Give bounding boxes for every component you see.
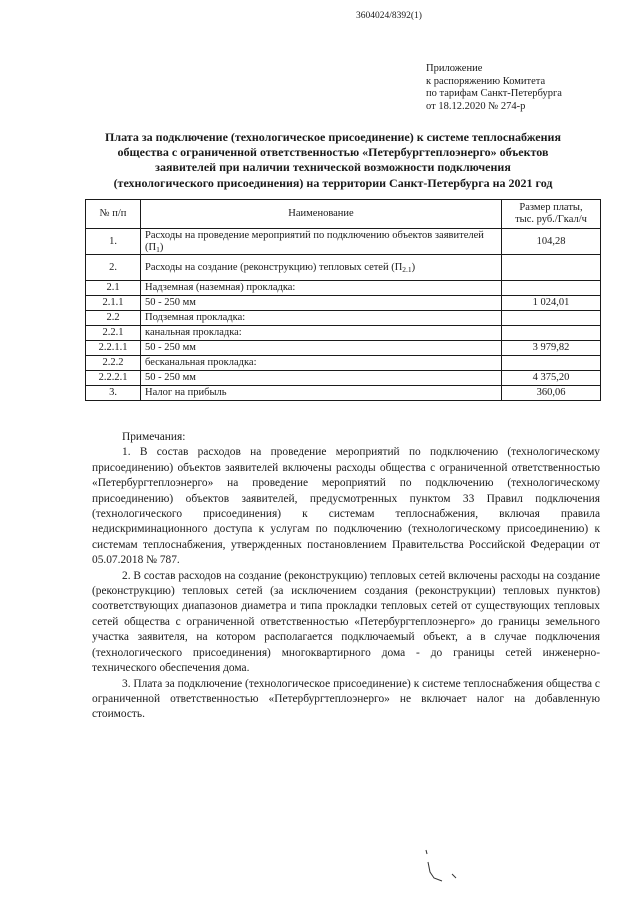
row-num: 1. — [86, 229, 141, 255]
appendix-line: к распоряжению Комитета — [426, 75, 546, 87]
table-row — [86, 311, 601, 326]
row-num: 2.2.2.1 — [86, 371, 141, 386]
row-name-sub: 2.1 — [402, 264, 412, 274]
row-name-text: Расходы на проведение мероприятий по подключению объектов заявителей (П — [145, 229, 484, 253]
page-title — [80, 130, 586, 191]
row-name-tail: ) — [411, 261, 416, 273]
note-item: 1. В состав расходов на проведение мероприятий по подключению (технологическому присоединению) объектов заявителей включены расходы общества с ограниченной ответственностью «Петербургтеплоэнерго» на проведение мероприятий по подключению (технологическому присоединению) объектов заявителей, предусмотренных пунктом 33 Правил подключения (технологического присоединения) к системам теплоснабжения, включая правила недискриминационного доступа к услугам по подключению (технологическому присоединению) к системам теплоснабжения, утвержденных постановлением Правительства Российской Федерации от 05.07.2018 № 787. — [92, 446, 600, 567]
row-value — [502, 326, 601, 341]
row-name-sub: 1 — [156, 244, 160, 254]
table-row — [86, 386, 601, 401]
table-row — [86, 341, 601, 356]
title-line: общества с ограниченной ответственностью «Петербургтеплоэнерго» объектов — [117, 145, 549, 160]
row-name: Подземная прокладка: — [141, 311, 502, 326]
row-value: 4 375,20 — [502, 371, 601, 386]
notes-section — [92, 430, 600, 723]
appendix-line: Приложение — [426, 63, 483, 74]
appendix-line: от 18.12.2020 № 274-р — [426, 100, 526, 112]
row-name: 50 - 250 мм — [141, 341, 502, 356]
appendix-line: по тарифам Санкт-Петербурга — [426, 88, 562, 99]
row-value: 3 979,82 — [502, 341, 601, 356]
row-name: канальная прокладка: — [141, 326, 502, 341]
row-num: 2.1 — [86, 281, 141, 296]
row-value: 104,28 — [502, 229, 601, 255]
table-row — [86, 326, 601, 341]
header-value-line1: Размер платы, — [519, 202, 583, 213]
table-header-row — [86, 200, 601, 229]
row-name-text: Расходы на создание (реконструкцию) тепловых сетей (П — [145, 261, 403, 273]
table-row — [86, 229, 601, 255]
row-name: Надземная (наземная) прокладка: — [141, 281, 502, 296]
header-num: № п/п — [86, 200, 141, 229]
row-num: 2. — [86, 255, 141, 281]
row-value — [502, 281, 601, 296]
appendix-block — [426, 63, 562, 113]
notes-heading: Примечания: — [122, 431, 186, 443]
row-name: бесканальная прокладка: — [141, 356, 502, 371]
row-num: 3. — [86, 386, 141, 401]
row-num: 2.1.1 — [86, 296, 141, 311]
tariff-table — [85, 199, 601, 401]
note-item: 3. Плата за подключение (технологическое присоединение) к системе теплоснабжения общества с ограниченной ответственностью «Петербургтеплоэнерго» не включает налог на добавленную стоимость. — [92, 677, 600, 721]
row-num: 2.2 — [86, 311, 141, 326]
table-row — [86, 296, 601, 311]
row-num: 2.2.1 — [86, 326, 141, 341]
row-value — [502, 356, 601, 371]
row-value — [502, 311, 601, 326]
row-name: Налог на прибыль — [141, 386, 502, 401]
table-row — [86, 371, 601, 386]
document-number: 3604024/8392(1) — [356, 11, 422, 21]
row-name: 50 - 250 мм — [141, 296, 502, 311]
row-name: 50 - 250 мм — [141, 371, 502, 386]
header-value-line2: тыс. руб./Гкал/ч — [515, 214, 587, 225]
row-value — [502, 255, 601, 281]
signature-mark — [420, 848, 470, 898]
row-value: 1 024,01 — [502, 296, 601, 311]
table-row — [86, 255, 601, 281]
row-value: 360,06 — [502, 386, 601, 401]
row-num: 2.2.1.1 — [86, 341, 141, 356]
row-name — [141, 255, 502, 281]
table-row — [86, 281, 601, 296]
note-item: 2. В состав расходов на создание (реконструкцию) тепловых сетей включены расходы на создание (реконструкцию) тепловых сетей (за исключением создания (реконструкции) тепловых пунктов) соответствующих диапазонов диаметра и типа прокладки тепловых сетей от существующих тепловых сетей общества с ограниченной ответственностью «Петербургтеплоэнерго» до границы земельного участка заявителя, на котором располагается подключаемый объект, а в случае подключения (технологического присоединения) многоквартирного дома - до границы сетей инженерно-технического обеспечения дома. — [92, 569, 600, 675]
row-name — [141, 229, 502, 255]
row-num: 2.2.2 — [86, 356, 141, 371]
title-line: (технологического присоединения) на территории Санкт-Петербурга на 2021 год — [113, 175, 553, 190]
row-name-tail: ) — [159, 241, 164, 253]
title-line: Плата за подключение (технологическое присоединение) к системе теплоснабжения — [105, 130, 561, 144]
header-value — [502, 200, 601, 229]
header-name: Наименование — [141, 200, 502, 229]
table-row — [86, 356, 601, 371]
title-line: заявителей при наличии технической возможности подключения — [155, 160, 511, 175]
